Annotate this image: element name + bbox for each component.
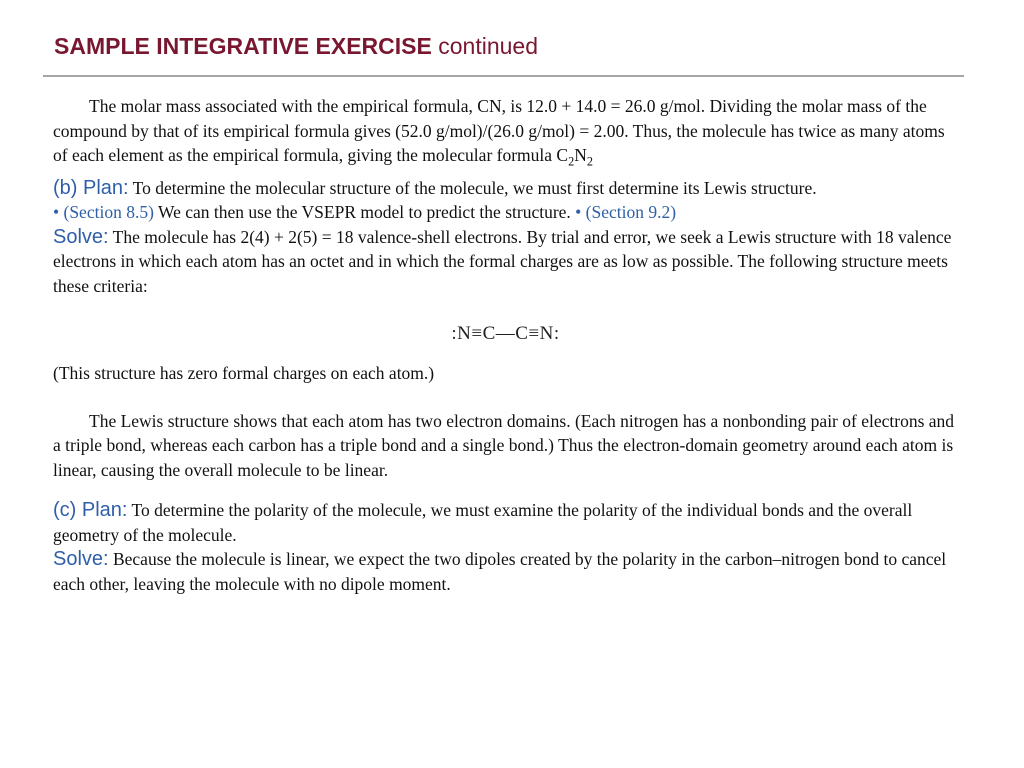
intro-text: The molar mass associated with the empirical formula, CN, is 12.0 + 14.0 = 26.0 g/mol. Dividing the molar mass of the compound by that of its empirical formula gives (52.0 g/mol)/(26.0 g/mol) = 2.00. Thus, the molecule has twice as many atoms of each element as the empirical formula, giving the molecular formula — [53, 96, 945, 165]
part-c-solve-label: Solve: — [53, 548, 109, 570]
part-b-mid-text: We can then use the VSEPR model to predict the structure. — [153, 202, 576, 222]
part-b-plan-text: To determine the molecular structure of the molecule, we must first determine its Lewis structure. — [128, 177, 817, 198]
part-b-references — [53, 200, 958, 225]
title-divider — [43, 75, 964, 77]
part-b-solve-label: Solve: — [53, 225, 109, 248]
part-c-plan-label: (c) Plan: — [53, 499, 128, 521]
part-b-solve — [53, 225, 958, 299]
part-b-solve-text: The molecule has 2(4) + 2(5) = 18 valence-shell electrons. By trial and error, we seek a Lewis structure with 18 valence electrons in which each atom has an octet and in which the formal charges are as low as possible. The following structure meets these criteria: — [53, 226, 952, 296]
section-9-2-link[interactable]: • (Section 9.2) — [575, 202, 677, 222]
part-b-plan-label: (b) Plan: — [53, 176, 129, 199]
part-c-solve — [53, 547, 958, 596]
lewis-structure: :N≡C—C≡N: — [451, 323, 560, 344]
title-main: SAMPLE INTEGRATIVE EXERCISE — [54, 33, 432, 59]
geometry-paragraph: The Lewis structure shows that each atom has two electron domains. (Each nitrogen has a nonbonding pair of electrons and a triple bond, whereas each carbon has a triple bond and a single bond.) Thus the electron-domain geometry around each atom is linear, causing the overall molecule to be linear. — [53, 410, 955, 480]
section-8-5-link[interactable]: • (Section 8.5) — [53, 202, 154, 222]
page-title — [54, 31, 538, 61]
part-b-plan — [53, 176, 958, 201]
intro-paragraph — [53, 94, 958, 168]
title-continued: continued — [438, 33, 538, 59]
exercise-body — [53, 94, 958, 596]
part-c-solve-text: Because the molecule is linear, we expect the two dipoles created by the polarity in the carbon–nitrogen bond to cancel each other, leaving the molecule with no dipole moment. — [53, 549, 947, 594]
part-c-plan — [53, 498, 958, 547]
part-c-plan-text: To determine the polarity of the molecule, we must examine the polarity of the individual bonds and the overall geometry of the molecule. — [53, 500, 913, 545]
formal-charge-note: (This structure has zero formal charges on each atom.) — [53, 363, 435, 383]
molecular-formula: $C_2N_2$ — [556, 145, 593, 169]
